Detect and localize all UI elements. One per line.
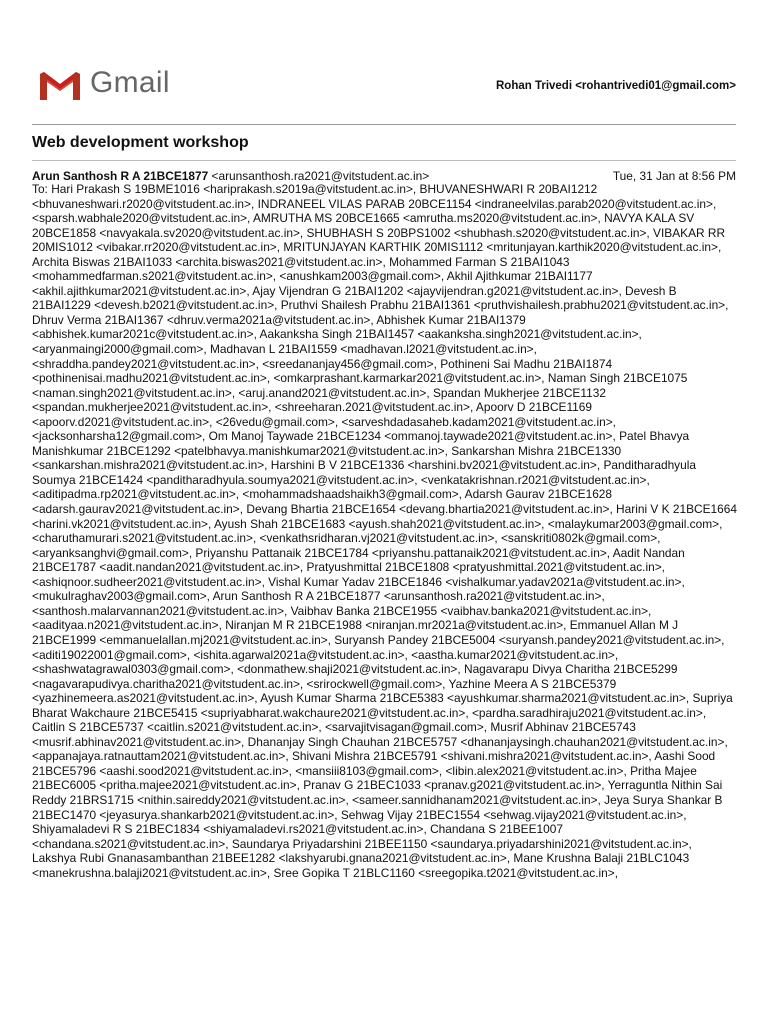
gmail-logo-icon: [38, 70, 82, 102]
recipients-text: Hari Prakash S 19BME1016 <hariprakash.s2019a@vitstudent.ac.in>, BHUVANESHWARI R 20BAI1212 <bhuvaneshwari.r2020@vitstudent.ac.in>, INDRANEEL VILAS PARAB 20BCE1154 <indraneelvilas.parab2020@vitstudent.ac.in>, <sparsh.wabhale2020@vitstudent.ac.in>, AMRUTHA MS 20BCE1665 <amrutha.ms2020@vitstudent.ac.in>, NAVYA KALA SV 20BCE1858 <navyakala.sv2020@vitstudent.ac.in>, SHUBHASH S 20BPS1002 <shubhash.s2020@vitstudent.ac.in>, VIBAKAR RR 20MIS1012 <vibakar.rr2020@vitstudent.ac.in>, MRITUNJAYAN KARTHIK 20MIS1112 <mritunjayan.karthik2020@vitstudent.ac.in>, Archita Biswas 21BAI1033 <archita.biswas2021@vitstudent.ac.in>, Mohammed Farman S 21BAI1043 <mohammedfarman.s2021@vitstudent.ac.in>, <anushkam2003@gmail.com>, Akhil Ajithkumar 21BAI1177 <akhil.ajithkumar2021@vitstudent.ac.in>, Ajay Vijendran G 21BAI1202 <ajayvijendran.g2021@vitstudent.ac.in>, Devesh B 21BAI1229 <devesh.b2021@vitstudent.ac.in>, Pruthvi Shailesh Prabhu 21BAI1361 <pruthvishailesh.prabhu2021@vitstudent.ac.in>, Dhruv Verma 21BAI1367 <dhruv.verma2021a@vitstudent.ac.in>, Abhishek Kumar 21BAI1379 <abhishek.kumar2021c@vitstudent.ac.in>, Aakanksha Singh 21BAI1457 <aakanksha.singh2021@vitstudent.ac.in>, <aryanmaingi2000@gmail.com>, Madhavan L 21BAI1559 <madhavan.l2021@vitstudent.ac.in>, <shraddha.pandey2021@vitstudent.ac.in>, <sreedananjay456@gmail.com>, Pothineni Sai Madhu 21BAI1874 <pothinenisai.madhu2021@vitstudent.ac.in>, <omkarprashant.karmarkar2021@vitstudent.ac.in>, Naman Singh 21BCE1075 <naman.singh2021@vitstudent.ac.in>, <aruj.anand2021@vitstudent.ac.in>, Spandan Mukherjee 21BCE1132 <spandan.mukherjee2021@vitstudent.ac.in>, <shreeharan.2021@vitstudent.ac.in>, Apoorv D 21BCE1169 <apoorv.d2021@vitstudent.ac.in>, <26vedu@gmail.com>, <sarveshdadasaheb.kadam2021@vitstudent.ac.in>, <jacksonharsha12@gmail.com>, Om Manoj Taywade 21BCE1234 <ommanoj.taywade2021@vitstudent.ac.in>, Patel Bhavya Manishkumar 21BCE1292 <patelbhavya.manishkumar2021@vitstudent.ac.in>, Sankarshan Mishra 21BCE1330 <sankarshan.mishra2021@vitstudent.ac.in>, Harshini B V 21BCE1336 <harshini.bv2021@vitstudent.ac.in>, Panditharadhyula Soumya 21BCE1424 <panditharadhyula.soumya2021@vitstudent.ac.in>, <venkatakrishnan.r2021@vitstudent.ac.in>, <aditipadma.rp2021@vitstudent.ac.in>, <mohammadshaadshaikh3@gmail.com>, Adarsh Gaurav 21BCE1628 <adarsh.gaurav2021@vitstudent.ac.in>, Devang Bhartia 21BCE1654 <devang.bhartia2021@vitstudent.ac.in>, Harini V K 21BCE1664 <harini.vk2021@vitstudent.ac.in>, Ayush Shah 21BCE1683 <ayush.shah2021@vitstudent.ac.in>, <malaykumar2003@gmail.com>, <charuthamurari.s2021@vitstudent.ac.in>, <venkathsridharan.vj2021@vitstudent.ac.in>, <sanskriti0802k@gmail.com>, <aryanksanghvi@gmail.com>, Priyanshu Pattanaik 21BCE1784 <priyanshu.pattanaik2021@vitstudent.ac.in>, Aadit Nandan 21BCE1787 <aadit.nandan2021@vitstudent.ac.in>, Pratyushmittal 21BCE1808 <pratyushmittal.2021@vitstudent.ac.in>, <ashiqnoor.sudheer2021@vitstudent.ac.in>, Vishal Kumar Yadav 21BCE1846 <vishalkumar.yadav2021a@vitstudent.ac.in>, <mukulraghav2003@gmail.com>, Arun Santhosh R A 21BCE1877 <arunsanthosh.ra2021@vitstudent.ac.in>, <santhosh.malarvannan2021@vitstudent.ac.in>, Vaibhav Banka 21BCE1955 <vaibhav.banka2021@vitstudent.ac.in>, <aadityaa.n2021@vitstudent.ac.in>, Niranjan M R 21BCE1988 <niranjan.mr2021a@vitstudent.ac.in>, Emmanuel Allan M J 21BCE1999 <emmanuelallan.mj2021@vitstudent.ac.in>, Suryansh Pandey 21BCE5004 <suryansh.pandey2021@vitstudent.ac.in>, <aditi19022001@gmail.com>, <ishita.agarwal2021a@vitstudent.ac.in>, <aastha.kumar2021@vitstudent.ac.in>, <shashwatagrawal0303@gmail.com>, <donmathew.shaji2021@vitstudent.ac.in>, Nagavarapu Divya Charitha 21BCE5299 <nagavarapudivya.charitha2021@vitstudent.ac.in>, <srirockwell@gmail.com>, Yazhine Meera A S 21BCE5379 <yazhinemeera.as2021@vitstudent.ac.in>, Ayush Kumar Sharma 21BCE5383 <ayushkumar.sharma2021@vitstudent.ac.in>, Supriya Bharat Wakchaure 21BCE5415 <supriyabharat.wakchaure2021@vitstudent.ac.in>, <pardha.saradhiraju2021@vitstudent.ac.in>, Caitlin S 21BCE5737 <caitlin.s2021@vitstudent.ac.in>, <sarvajitvisagan@gmail.com>, Musrif Abhinav 21BCE5743 <musrif.abhinav2021@vitstudent.ac.in>, Dhananjay Singh Chauhan 21BCE5757 <dhananjaysingh.chauhan2021@vitstudent.ac.in>, <appanajaya.ratnauttam2021@vitstudent.ac.in>, Shivani Mishra 21BCE5791 <shivani.mishra2021@vitstudent.ac.in>, Aashi Sood 21BCE5796 <aashi.sood2021@vitstudent.ac.in>, <mansiii8103@gmail.com>, <libin.alex2021@vitstudent.ac.in>, Pritha Majee 21BEC6005 <pritha.majee2021@vitstudent.ac.in>, Pranav G 21BEC1033 <pranav.g2021@vitstudent.ac.in>, Yerraguntla Nithin Sai Reddy 21BRS1715 <nithin.saireddy2021@vitstudent.ac.in>, <sameer.sannidhanam2021@vitstudent.ac.in>, Jeya Surya Shankar B 21BEC1470 <jeyasurya.shankarb2021@vitstudent.ac.in>, Sehwag Vijay 21BEC1554 <sehwag.vijay2021@vitstudent.ac.in>, Shiyamaladevi R S 21BEC1834 <shiyamaladevi.rs2021@vitstudent.ac.in>, Chandana S 21BEE1007 <chandana.s2021@vitstudent.ac.in>, Saundarya Priyadarshini 21BEE1150 <saundarya.priyadarshini2021@vitstudent.ac.in>, Lakshya Rubi Gnanasambanthan 21BEE1282 <lakshyarubi.gnana2021@vitstudent.ac.in>, Mane Krushna Balaji 21BLC1043 <manekrushna.balaji2021@vitstudent.ac.in>, Sree Gopika T 21BLC1160 <sreegopika.t2021@vitstudent.ac.in>,: [32, 182, 738, 880]
gmail-wordmark: Gmail: [90, 66, 170, 99]
header: [0, 0, 768, 125]
subject-divider: [32, 160, 736, 161]
to-label: To:: [32, 182, 48, 196]
header-divider: [32, 124, 736, 125]
sender-name: Arun Santhosh R A 21BCE1877: [32, 169, 209, 183]
recipients-list: [32, 182, 738, 880]
sender-email: <arunsanthosh.ra2021@vitstudent.ac.in>: [211, 169, 430, 183]
message-date: Tue, 31 Jan at 8:56 PM: [612, 169, 736, 183]
thread-subject: Web development workshop: [32, 134, 249, 151]
account-label: Rohan Trivedi <rohantrivedi01@gmail.com>: [495, 80, 736, 92]
